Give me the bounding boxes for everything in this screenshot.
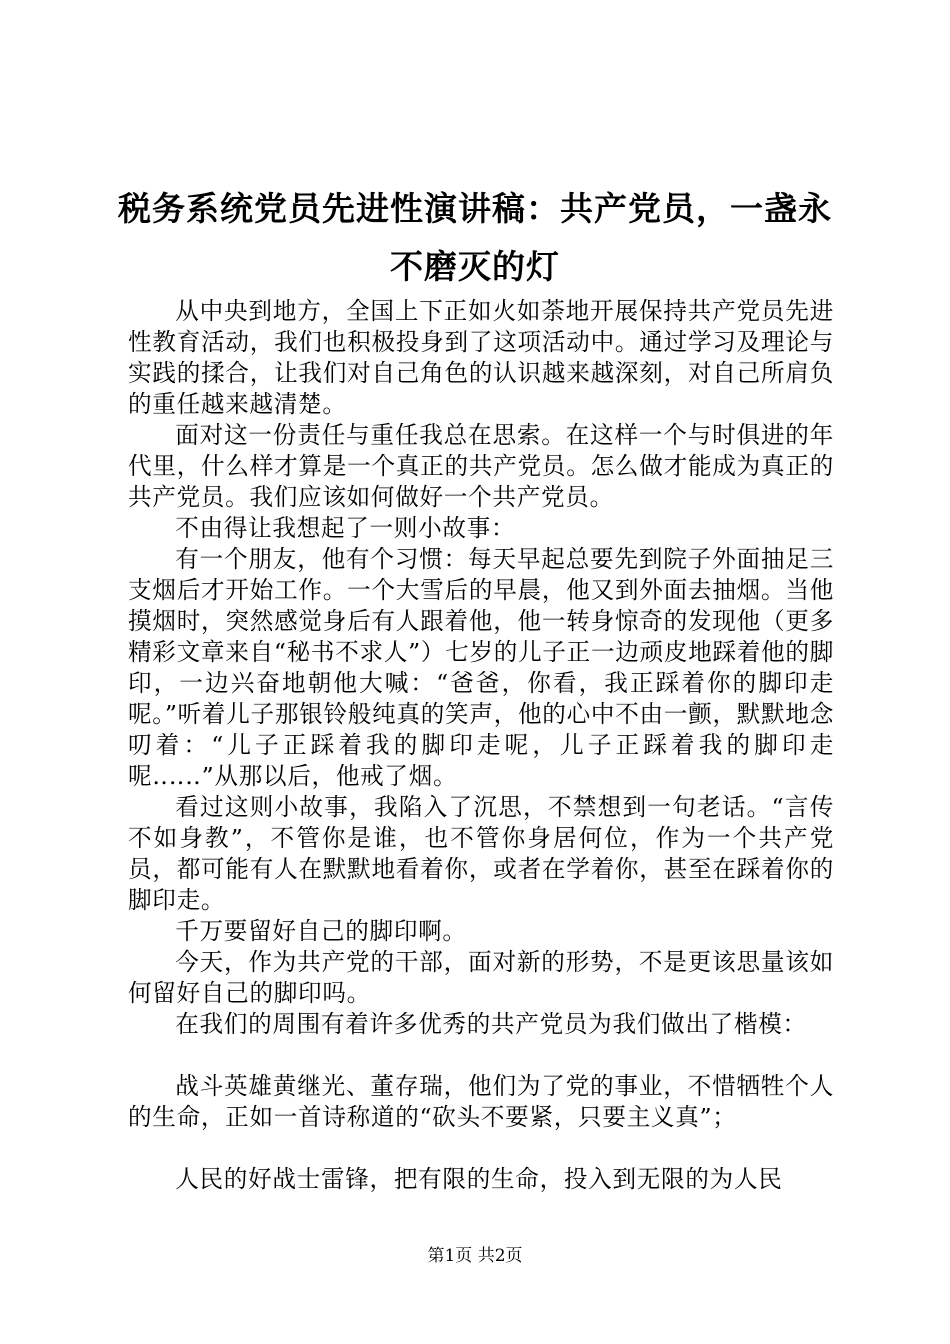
paragraph: 战斗英雄黄继光、董存瑞，他们为了党的事业，不惜牺牲个人的生命，正如一首诗称道的“砍头不要紧，只要主义真”； [128,1072,834,1131]
document-title: 税务系统党员先进性演讲稿：共产党员，一盏永不磨灭的灯 [118,189,832,286]
paragraph: 在我们的周围有着许多优秀的共产党员为我们做出了楷模： [175,1010,807,1038]
paragraph: 看过这则小故事，我陷入了沉思，不禁想到一句老话。“言传不如身教”，不管你是谁，也不管你身居何位，作为一个共产党员，都可能有人在默默地看着你，或者在学着你，甚至在踩着你的脚印走。 [128,793,834,914]
paragraph: 不由得让我想起了一则小故事： [175,514,516,542]
paragraph: 千万要留好自己的脚印啊。 [175,917,467,945]
paragraph: 面对这一份责任与重任我总在思索。在这样一个与时俱进的年代里，什么样才算是一个真正的共产党员。怎么做才能成为真正的共产党员。我们应该如何做好一个共产党员。 [128,421,834,511]
paragraph: 今天，作为共产党的干部，面对新的形势，不是更该思量该如何留好自己的脚印吗。 [128,948,834,1007]
paragraph: 人民的好战士雷锋，把有限的生命，投入到无限的为人民 [175,1165,783,1193]
paragraph: 有一个朋友，他有个习惯：每天早起总要先到院子外面抽足三支烟后才开始工作。一个大雪后的早晨，他又到外面去抽烟。当他摸烟时，突然感觉身后有人跟着他，他一转身惊奇的发现他（更多精彩文章来自“秘书不求人”）七岁的儿子正一边顽皮地踩着他的脚印，一边兴奋地朝他大喊：“爸爸，你看，我正踩着你的脚印走呢。”听着儿子那银铃般纯真的笑声，他的心中不由一颤，默默地念叨着：“儿子正踩着我的脚印走呢，儿子正踩着我的脚印走呢‥‥‥”从那以后，他戒了烟。 [128,545,834,790]
document-body [128,296,834,1195]
paragraph: 从中央到地方，全国上下正如火如荼地开展保持共产党员先进性教育活动，我们也积极投身到了这项活动中。通过学习及理论与实践的揉合，让我们对自己角色的认识越来越深刻，对自己所肩负的重任越来越清楚。 [128,297,834,418]
page-footer: 第1页 共2页 [427,1246,523,1266]
